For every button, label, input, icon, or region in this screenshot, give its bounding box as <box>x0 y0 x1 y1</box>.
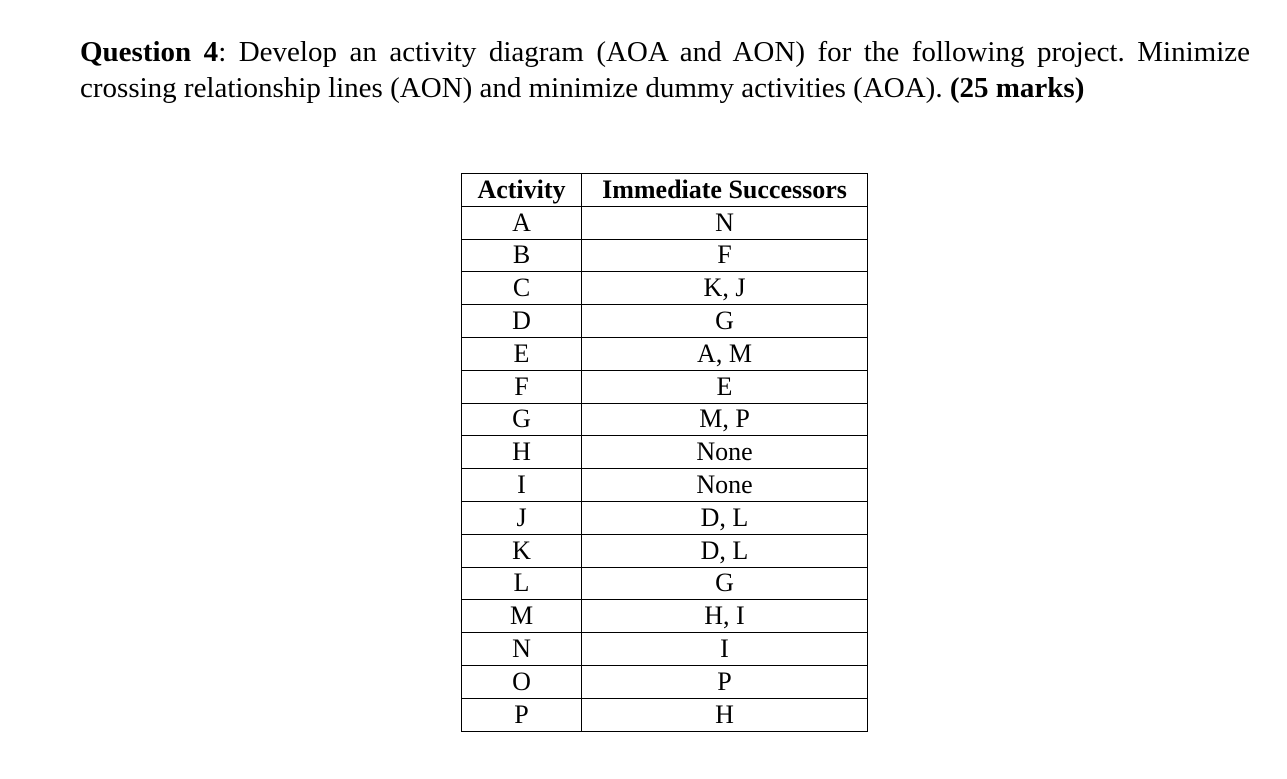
activity-table <box>461 173 868 732</box>
successors-cell: P <box>582 665 868 698</box>
table-header-row <box>462 174 868 207</box>
successors-cell: E <box>582 370 868 403</box>
successors-cell: D, L <box>582 534 868 567</box>
activity-cell: D <box>462 305 582 338</box>
table-row <box>462 633 868 666</box>
activity-cell: L <box>462 567 582 600</box>
table-row <box>462 337 868 370</box>
table-row <box>462 665 868 698</box>
activity-cell: C <box>462 272 582 305</box>
successors-cell: G <box>582 305 868 338</box>
successors-cell: None <box>582 436 868 469</box>
table-row <box>462 567 868 600</box>
activity-cell: K <box>462 534 582 567</box>
successors-cell: M, P <box>582 403 868 436</box>
header-activity: Activity <box>462 174 582 207</box>
question-text <box>80 34 1250 106</box>
activity-cell: O <box>462 665 582 698</box>
successors-cell: H, I <box>582 600 868 633</box>
successors-cell: K, J <box>582 272 868 305</box>
question-marks: (25 marks) <box>949 72 1085 104</box>
table-row <box>462 305 868 338</box>
activity-cell: F <box>462 370 582 403</box>
activity-cell: A <box>462 206 582 239</box>
table-row <box>462 206 868 239</box>
successors-cell: None <box>582 469 868 502</box>
activity-cell: H <box>462 436 582 469</box>
activity-cell: N <box>462 633 582 666</box>
successors-cell: H <box>582 698 868 731</box>
activity-cell: J <box>462 501 582 534</box>
successors-cell: F <box>582 239 868 272</box>
table-row <box>462 436 868 469</box>
table-row <box>462 698 868 731</box>
activity-cell: I <box>462 469 582 502</box>
question-body: : Develop an activity diagram (AOA and AON) for the following project. Minimize crossing relationship lines (AON) and minimize dummy activities (AOA). <box>80 36 1250 104</box>
successors-cell: I <box>582 633 868 666</box>
table-row <box>462 272 868 305</box>
table-row <box>462 501 868 534</box>
header-immediate-successors: Immediate Successors <box>582 174 868 207</box>
successors-cell: N <box>582 206 868 239</box>
table-row <box>462 370 868 403</box>
activity-cell: E <box>462 337 582 370</box>
activity-cell: B <box>462 239 582 272</box>
table-row <box>462 403 868 436</box>
table-row <box>462 534 868 567</box>
successors-cell: A, M <box>582 337 868 370</box>
activity-cell: M <box>462 600 582 633</box>
question-label: Question 4 <box>80 36 219 68</box>
table-row <box>462 469 868 502</box>
activity-cell: G <box>462 403 582 436</box>
successors-cell: D, L <box>582 501 868 534</box>
activity-cell: P <box>462 698 582 731</box>
successors-cell: G <box>582 567 868 600</box>
table-row <box>462 239 868 272</box>
table-row <box>462 600 868 633</box>
